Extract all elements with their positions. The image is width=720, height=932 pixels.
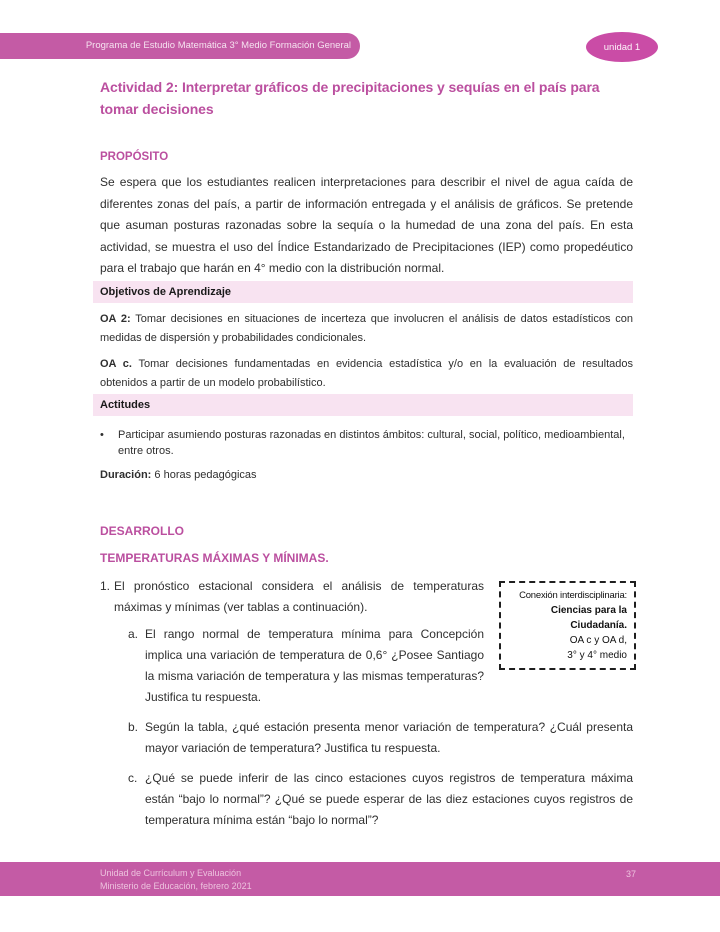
actitudes-bullet-item (100, 427, 633, 459)
list-item-b (128, 717, 633, 759)
question-list-narrow (100, 576, 484, 708)
proposito-body: Se espera que los estudiantes realicen interpretaciones para describir el nivel de agua caída de diferentes zonas del país, a partir de información entregada y el análisis de gráficos. Se pretende que asuman posturas razonadas sobre la sequía o la humedad de una zona del país. En esta actividad, se muestra el uso del Índice Estandarizado de Precipitaciones (IEP) como propedéutico para el trabajo que harán en 4° medio con la distribución normal. (100, 175, 633, 275)
duration-value: 6 horas pedagógicas (154, 468, 257, 481)
connection-oa: OA c y OA d, (569, 635, 627, 646)
objetivos-section-label: Objetivos de Aprendizaje (100, 285, 232, 298)
duration-label: Duración: (100, 468, 152, 481)
list-item-c-text: ¿Qué se puede inferir de las cinco estaciones cuyos registros de temperatura máxima están “bajo lo normal”? ¿Qué se puede esperar de las diez estaciones cuyos registros de temperatura mínima están “bajo lo normal”? (145, 770, 633, 827)
connection-subject: Ciencias para la Ciudadanía. (550, 605, 627, 631)
footer-credits (100, 867, 252, 892)
connection-intro: Conexión interdisciplinaria: (519, 590, 627, 601)
unit-badge-label: unidad 1 (603, 41, 641, 53)
list-item-c-letter: c. (128, 770, 138, 785)
list-item-a (128, 624, 484, 708)
list-item-a-letter: a. (128, 626, 139, 641)
list-item-a-text: El rango normal de temperatura mínima para Concepción implica una variación de temperatura de 0,6° ¿Posee Santiago la misma variación de temperatura y las mismas temperaturas? Justifica tu respuesta. (145, 626, 484, 704)
footer-line1: Unidad de Currículum y Evaluación (100, 868, 242, 878)
list-item-1 (100, 576, 484, 618)
activity-title-line1: Actividad 2: Interpretar gráficos de precipitaciones y sequías en el país para (100, 79, 600, 95)
list-item-b-text: Según la tabla, ¿qué estación presenta menor variación de temperatura? ¿Cuál presenta mayor variación de temperatura? Justifica tu respuesta. (145, 719, 633, 755)
oac-paragraph (100, 355, 633, 393)
temperaturas-heading: TEMPERATURAS MÁXIMAS Y MÍNIMAS. (100, 550, 329, 565)
actitudes-section-bar (93, 394, 633, 416)
bullet-icon: • (100, 428, 104, 441)
oac-label: OA c. (100, 357, 132, 370)
oa2-text: Tomar decisiones en situaciones de incerteza que involucren el análisis de datos estadísticos con medidas de dispersión y probabilidades condicionales. (100, 312, 634, 344)
actitudes-section-label: Actitudes (100, 398, 151, 411)
list-item-1-text: El pronóstico estacional considera el análisis de temperaturas máximas y mínimas (ver tablas a continuación). (114, 578, 484, 614)
oac-text: Tomar decisiones fundamentadas en evidencia estadística y/o en la evaluación de resultados obtenidos a partir de un modelo probabilístico. (100, 357, 634, 389)
actitudes-bullet-text: Participar asumiendo posturas razonadas en distintos ámbitos: cultural, social, político, medioambiental, entre otros. (118, 428, 625, 457)
interdisciplinary-connection-box (499, 581, 636, 670)
oa2-label: OA 2: (100, 312, 131, 325)
oa2-paragraph (100, 310, 633, 348)
program-banner-label: Programa de Estudio Matemática 3° Medio Formación General (85, 40, 351, 51)
desarrollo-heading: DESARROLLO (100, 523, 184, 538)
page-content (100, 0, 633, 831)
objetivos-section-bar (93, 281, 633, 303)
activity-title-line2: tomar decisiones (100, 101, 214, 117)
activity-title (100, 76, 643, 120)
footer-banner (0, 862, 720, 896)
duration-line (100, 468, 633, 483)
list-item-1-number: 1. (100, 578, 111, 593)
page-number: 37 (625, 869, 636, 879)
list-item-c (128, 768, 633, 831)
list-item-b-letter: b. (128, 719, 139, 734)
proposito-heading: PROPÓSITO (100, 151, 169, 163)
connection-levels: 3° y 4° medio (567, 650, 627, 661)
footer-line2: Ministerio de Educación, febrero 2021 (100, 880, 252, 891)
